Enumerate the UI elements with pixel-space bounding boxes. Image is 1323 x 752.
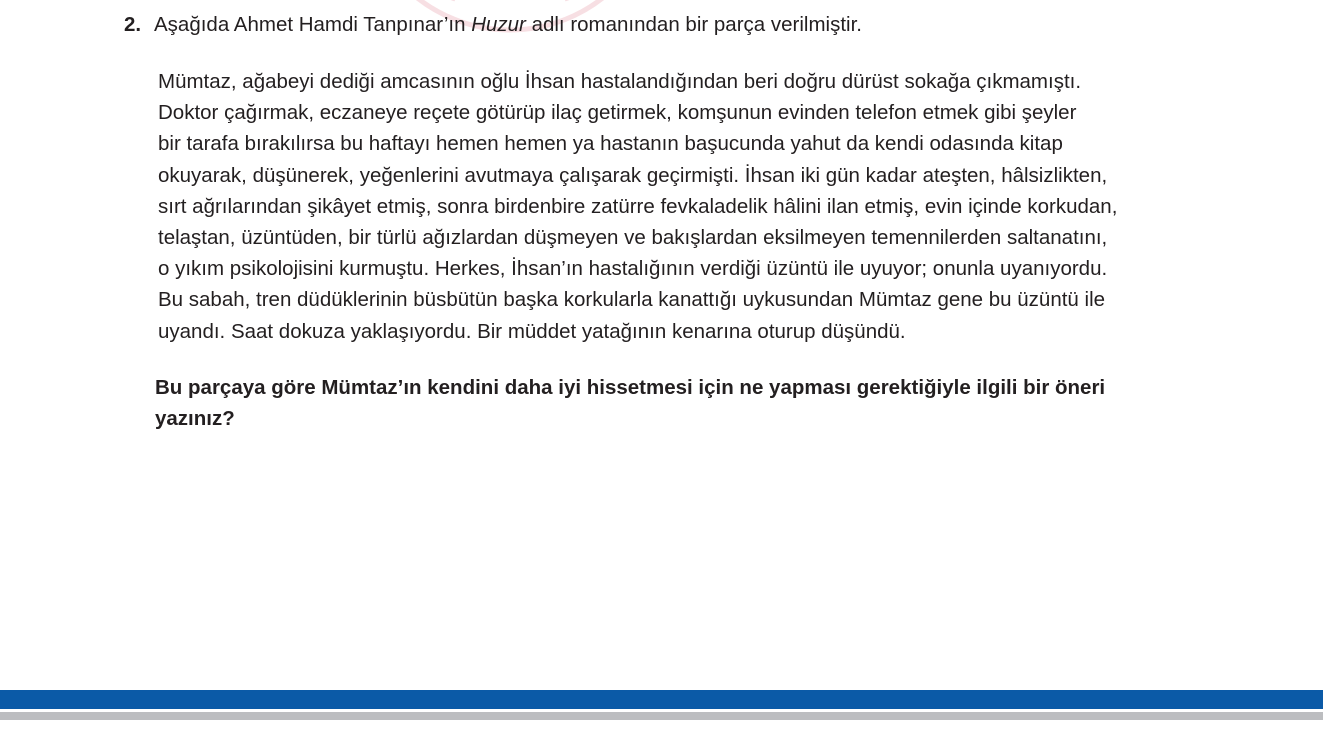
- novel-excerpt: [158, 66, 1117, 347]
- excerpt-line: o yıkım psikolojisini kurmuştu. Herkes, İhsan’ın hastalığının verdiği üzüntü ile uyuyor; onunla uyanıyordu.: [158, 257, 1108, 281]
- question-intro-end: adlı romanından bir parça verilmiştir.: [525, 13, 862, 36]
- excerpt-line: sırt ağrılarından şikâyet etmiş, sonra birdenbire zatürre fevkaladelik hâlini ilan etmiş, evin içinde korkudan,: [158, 194, 1118, 218]
- novel-title: Huzur: [471, 13, 526, 36]
- question-intro-start: Aşağıda Ahmet Hamdi Tanpınar’ın: [154, 13, 472, 36]
- question-number: 2.: [124, 13, 142, 36]
- excerpt-line: Doktor çağırmak, eczaneye reçete götürüp ilaç getirmek, komşunun evinden telefon etmek gibi şeyler: [158, 101, 1077, 125]
- question-stem: [124, 12, 862, 38]
- excerpt-line: Mümtaz, ağabeyi dediği amcasının oğlu İhsan hastalandığından beri doğru dürüst sokağa çıkmamıştı.: [158, 70, 1082, 93]
- prompt-line: yazınız?: [155, 407, 235, 430]
- excerpt-line: okuyarak, düşünerek, yeğenlerini avutmaya çalışarak geçirmişti. İhsan iki gün kadar ateşten, hâlsizlikten,: [158, 163, 1108, 187]
- excerpt-line: telaştan, üzüntüden, bir türlü ağızlardan düşmeyen ve bakışlardan eksilmeyen temennilerden saltanatını,: [158, 225, 1108, 249]
- question-prompt: [155, 372, 1105, 434]
- footer-blue-bar: [0, 690, 1323, 709]
- excerpt-line: Bu sabah, tren düdüklerinin büsbütün başka korkularla kanattığı uykusundan Mümtaz gene bu üzüntü ile: [158, 288, 1106, 312]
- footer-grey-bar: [0, 712, 1323, 720]
- excerpt-line: bir tarafa bırakılırsa bu haftayı hemen hemen ya hastanın başucunda yahut da kendi odasında kitap: [158, 132, 1063, 156]
- excerpt-line: uyandı. Saat dokuza yaklaşıyordu. Bir müddet yatağının kenarına oturup düşündü.: [158, 319, 906, 343]
- prompt-line: Bu parçaya göre Mümtaz’ın kendini daha iyi hissetmesi için ne yapması gerektiğiyle ilgili bir öneri: [155, 376, 1106, 399]
